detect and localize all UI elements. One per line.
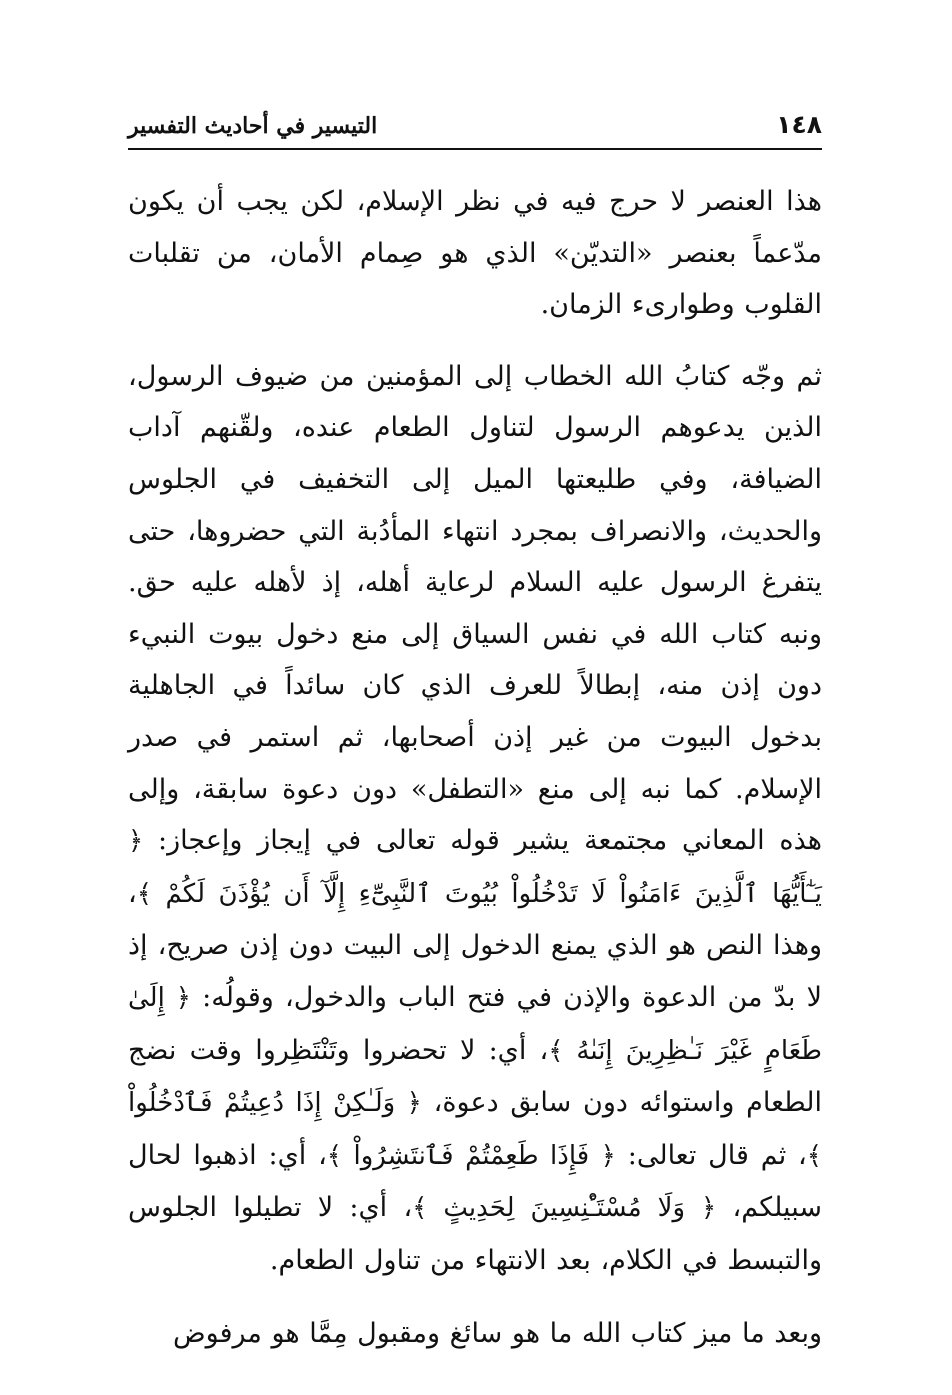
- quran-quote-1: ﴿ يَـٰٓأَيُّهَا ٱلَّذِينَ ءَامَنُواْ لَا تَدْخُلُواْ بُيُوتَ ٱلنَّبِىِّٓءِ إِلَّآ أَن يُؤْذَنَ لَكُمْ ﴾: [128, 826, 822, 909]
- paragraph-2-text-4: ، ثم قال تعالى:: [615, 1139, 807, 1171]
- paragraph-2-text-3: ، أي: لا تحضروا وتَنْتَظِروا وقت نضج الطعام واستوائه دون سابق دعوة،: [128, 1034, 822, 1119]
- quran-quote-4: ﴿ فَإِذَا طَعِمْتُمْ فَٱنتَشِرُواْ ﴾: [326, 1140, 616, 1171]
- running-title: التيسير في أحاديث التفسير: [128, 113, 378, 139]
- quran-quote-5: ﴿ وَلَا مُسْتَـْٔنِسِينَ لِحَدِيثٍ ﴾: [412, 1193, 717, 1224]
- paragraph-1: هذا العنصر لا حرج فيه في نظر الإسلام، لكن يجب أن يكون مدّعماً بعنصر «التديّن» الذي هو صِمام الأمان، من تقلبات القلوب وطوارىء الزمان.: [128, 186, 822, 321]
- paragraph-2-text-5: ، أي: اذهبوا لحال سبيلكم،: [128, 1139, 822, 1224]
- paragraph-3: وبعد ما ميز كتاب الله ما هو سائغ ومقبول مِمَّا هو مرفوض: [173, 1318, 822, 1350]
- paragraph-2: [128, 351, 822, 1287]
- page-number: ١٤٨: [776, 110, 822, 139]
- paragraph-2-text-2: ، وهذا النص هو الذي يمنع الدخول إلى البيت دون إذن صريح، إذ لا بدّ من الدعوة والإذن في فتح الباب والدخول، وقولُه:: [128, 877, 822, 1013]
- header-divider: [128, 148, 822, 150]
- body-text: [128, 176, 822, 1360]
- paragraph-2-text-1: ثم وجّه كتابُ الله الخطاب إلى المؤمنين من ضيوف الرسول، الذين يدعوهم الرسول لتناول الطعام عنده، ولقّنهم آداب الضيافة، وفي طليعتها الميل إلى التخفيف في الجلوس والحديث، والانصراف بمجرد انتهاء المأدُبة التي حضروها، حتى يتفرغ الرسول عليه السلام لرعاية أهله، إذ لأهله عليه حق. ونبه كتاب الله في نفس السياق إلى منع دخول بيوت النبيء دون إذن منه، إبطالاً للعرف الذي كان سائداً في الجاهلية بدخول البيوت من غير إذن أصحابها، ثم استمر في صدر الإسلام. كما نبه إلى منع «التطفل» دون دعوة سابقة، وإلى هذه المعاني مجتمعة يشير قوله تعالى في إيجاز وإعجاز:: [128, 360, 822, 857]
- page-header: [128, 108, 822, 144]
- quran-quote-3: ﴿ وَلَـٰكِنْ إِذَا دُعِيتُمْ فَٱدْخُلُواْ ﴾: [128, 1088, 822, 1171]
- quran-quote-2: ﴿ إِلَىٰ طَعَامٍ غَيْرَ نَـٰظِرِينَ إِنَىٰهُ ﴾: [128, 982, 822, 1066]
- paragraph-2-text-6: ، أي: لا تطيلوا الجلوس والتبسط في الكلام، بعد الانتهاء من تناول الطعام.: [128, 1192, 822, 1276]
